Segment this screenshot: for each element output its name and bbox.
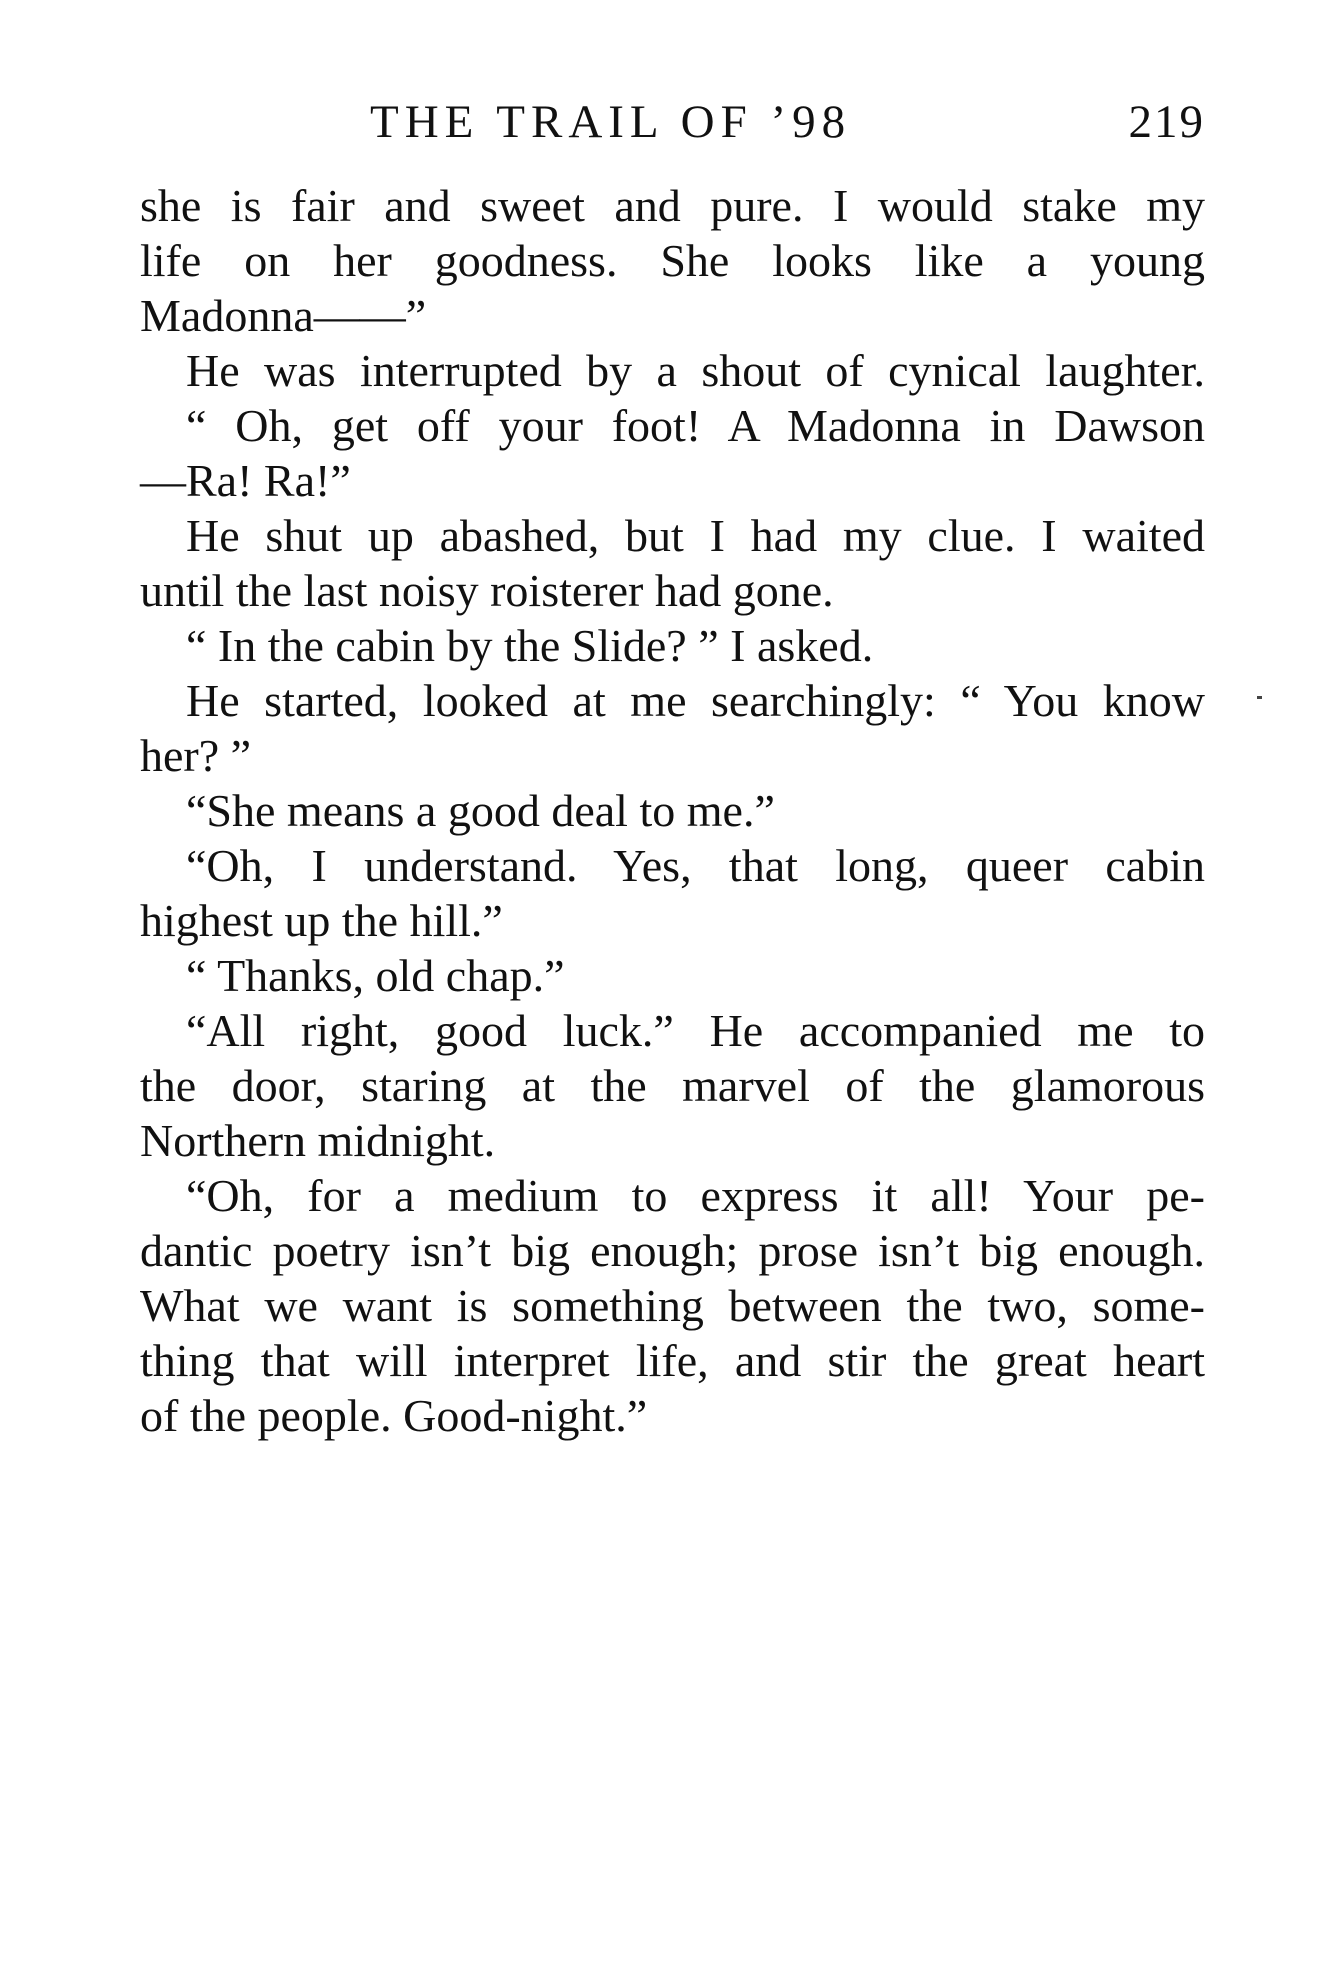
text-line: “ Oh, get off your foot! A Madonna in Dawson — [186, 400, 1205, 451]
text-line: “ In the cabin by the Slide? ” I asked. — [186, 620, 874, 671]
text-line: “Oh, for a medium to express it all! Your pe- — [186, 1170, 1205, 1221]
text-line: He shut up abashed, but I had my clue. I waited — [186, 510, 1205, 561]
text-line: her? ” — [140, 730, 252, 781]
text-line: she is fair and sweet and pure. I would stake my — [140, 180, 1205, 231]
text-line: dantic poetry isn’t big enough; prose isn’t big enough. — [140, 1225, 1205, 1276]
running-title: THE TRAIL OF ’98 — [370, 96, 852, 148]
text-line: thing that will interpret life, and stir the great heart — [140, 1335, 1205, 1386]
text-line: “All right, good luck.” He accompanied me to — [186, 1005, 1205, 1056]
text-line: “She means a good deal to me.” — [186, 785, 775, 836]
text-line: Madonna——” — [140, 290, 427, 341]
text-line: “Oh, I understand. Yes, that long, queer cabin — [186, 840, 1205, 891]
text-line: the door, staring at the marvel of the glamorous — [140, 1060, 1205, 1111]
text-line: of the people. Good-night.” — [140, 1390, 648, 1441]
book-page — [140, 0, 1205, 1977]
page-number: 219 — [1128, 96, 1205, 148]
text-line: He was interrupted by a shout of cynical laughter. — [186, 345, 1205, 396]
text-line: He started, looked at me searchingly: “ You know — [186, 675, 1205, 726]
text-line: “ Thanks, old chap.” — [186, 950, 565, 1001]
text-line: Northern midnight. — [140, 1115, 496, 1166]
text-line: —Ra! Ra!” — [140, 455, 351, 506]
text-line: until the last noisy roisterer had gone. — [140, 565, 834, 616]
body-text — [140, 178, 1205, 1443]
running-head — [140, 92, 1205, 152]
text-line: life on her goodness. She looks like a young — [140, 235, 1205, 286]
text-line: What we want is something between the two, some- — [140, 1280, 1205, 1331]
print-speck — [1257, 696, 1262, 699]
text-line: highest up the hill.” — [140, 895, 503, 946]
